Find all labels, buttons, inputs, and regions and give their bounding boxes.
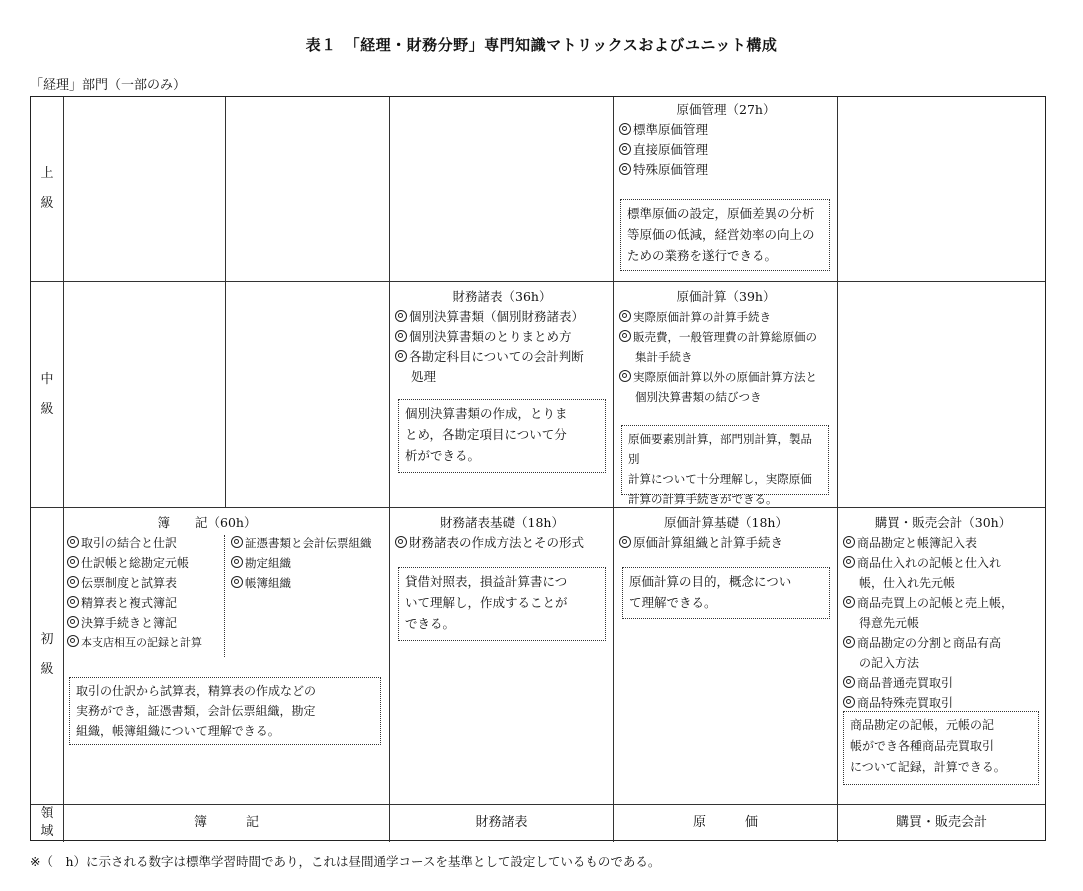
level-label-upper: 上 級 [40,166,54,211]
double-circle-icon [843,676,855,688]
domain-kobai-hanbai: 購買・販売会計 [895,815,987,830]
row-divider [31,507,1045,508]
double-circle-icon [67,616,79,628]
double-circle-icon [619,310,631,322]
goal-box: 商品勘定の記帳，元帳の記 帳ができ各種商品売買取引 について記録，計算できる。 [843,711,1039,785]
double-circle-icon [619,370,631,382]
list-item: 商品特殊売買取引 [843,693,1043,713]
list-item: 個別決算書類のとりまとめ方 [395,327,609,347]
goal-box: 取引の仕訳から試算表，精算表の作成などの 実務ができ，証憑書類，会計伝票組織，勘定 組織，帳簿組織について理解できる。 [69,677,381,745]
page-title: 表１ 「経理・財務分野」専門知識マトリックスおよびユニット構成 [305,36,778,54]
goal-box: 貸借対照表，損益計算書につ いて理解し，作成することが できる。 [398,567,606,641]
double-circle-icon [231,576,243,588]
list-item: 決算手続きと簿記 [67,613,227,633]
list-item: 商品仕入れの記帳と仕入れ [843,553,1043,573]
row-divider [31,281,1045,282]
double-circle-icon [619,163,631,175]
col-divider [837,97,838,842]
goal-box: 原価要素別計算，部門別計算，製品別 計算について十分理解し，実際原価 計算の計算手続きができる。 [621,425,829,495]
list-item: 証憑書類と会計伝票組織 [231,533,387,553]
unit-zaimu-shohyo [395,287,609,387]
double-circle-icon [67,536,79,548]
double-circle-icon [67,635,79,647]
boki-right-list [231,533,387,593]
list-item: 伝票制度と試算表 [67,573,227,593]
list-item: 精算表と複式簿記 [67,593,227,613]
goal-box: 個別決算書類の作成，とりま とめ，各勘定項目について分 析ができる。 [398,399,606,473]
col-divider [63,97,64,842]
list-item: 個別決算書類（個別財務諸表） [395,307,609,327]
double-circle-icon [843,556,855,568]
col-divider [389,97,390,842]
list-item: 勘定組織 [231,553,387,573]
unit-zaimu-kiso [395,513,609,553]
level-label-middle: 中 級 [40,372,54,417]
matrix-table [30,96,1046,841]
list-item: 商品勘定と帳簿記入表 [843,533,1043,553]
list-item: 商品売買上の記帳と売上帳， [843,593,1043,613]
unit-genka-keisan [619,287,833,407]
unit-title: 財務諸表（36h） [452,289,552,304]
list-item-continued: 集計手続き [635,350,693,364]
domain-zaimu-shohyo: 財務諸表 [475,815,528,830]
list-item: 実際原価計算以外の原価計算方法と [619,367,833,387]
double-circle-icon [395,310,407,322]
double-circle-icon [395,330,407,342]
list-item-continued: 個別決算書類の結びつき [635,390,762,404]
unit-title: 原価管理（27h） [676,102,776,117]
list-item: 原価計算組織と計算手続き [619,533,833,553]
list-item-continued: 帳，仕入れ先元帳 [859,576,956,590]
double-circle-icon [395,350,407,362]
unit-title: 簿 記（60h） [157,515,257,530]
double-circle-icon [843,596,855,608]
level-label-beginner: 初 級 [40,632,54,677]
unit-title: 購買・販売会計（30h） [874,515,1012,530]
dotted-divider [224,535,225,657]
list-item-continued: の記入方法 [859,656,920,670]
col-divider [613,97,614,842]
double-circle-icon [67,556,79,568]
domain-genka: 原 価 [692,815,758,830]
unit-kobai-hanbai [843,513,1043,713]
list-item: 直接原価管理 [619,140,833,160]
double-circle-icon [231,556,243,568]
double-circle-icon [231,536,243,548]
list-item-continued: 得意先元帳 [859,616,920,630]
double-circle-icon [843,636,855,648]
col-divider [225,97,226,507]
unit-genka-kiso [619,513,833,553]
list-item: 取引の結合と仕訳 [67,533,227,553]
list-item: 各勘定科目についての会計判断 [395,347,609,367]
double-circle-icon [67,596,79,608]
footnote: ※（ h）に示される数字は標準学習時間であり，これは昼間通学コースを基準として設定しているものである。 [30,854,661,869]
double-circle-icon [619,123,631,135]
double-circle-icon [67,576,79,588]
double-circle-icon [619,330,631,342]
list-item: 仕訳帳と総勘定元帳 [67,553,227,573]
level-label-domain: 領 域 [40,806,54,839]
list-item-continued: 処理 [411,369,437,384]
list-item: 帳簿組織 [231,573,387,593]
list-item: 商品勘定の分割と商品有高 [843,633,1043,653]
list-item: 商品普通売買取引 [843,673,1043,693]
list-item: 標準原価管理 [619,120,833,140]
list-item: 販売費，一般管理費の計算総原価の [619,327,833,347]
unit-title: 原価計算基礎（18h） [664,515,788,530]
department-subtitle: 「経理」部門（一部のみ） [30,78,187,93]
list-item: 特殊原価管理 [619,160,833,180]
list-item: 本支店相互の記録と計算 [67,633,227,653]
unit-genka-kanri [619,100,833,180]
list-item: 実際原価計算の計算手続き [619,307,833,327]
double-circle-icon [395,536,407,548]
boki-left-list [67,533,227,653]
double-circle-icon [619,143,631,155]
double-circle-icon [843,696,855,708]
unit-title: 財務諸表基礎（18h） [440,515,564,530]
double-circle-icon [619,536,631,548]
list-item: 財務諸表の作成方法とその形式 [395,533,609,553]
goal-box: 標準原価の設定，原価差異の分析 等原価の低減，経営効率の向上の ための業務を遂行できる。 [620,199,830,271]
domain-boki: 簿 記 [193,815,259,830]
goal-box: 原価計算の目的，概念につい て理解できる。 [622,567,830,619]
double-circle-icon [843,536,855,548]
unit-boki [67,513,387,533]
unit-title: 原価計算（39h） [676,289,776,304]
